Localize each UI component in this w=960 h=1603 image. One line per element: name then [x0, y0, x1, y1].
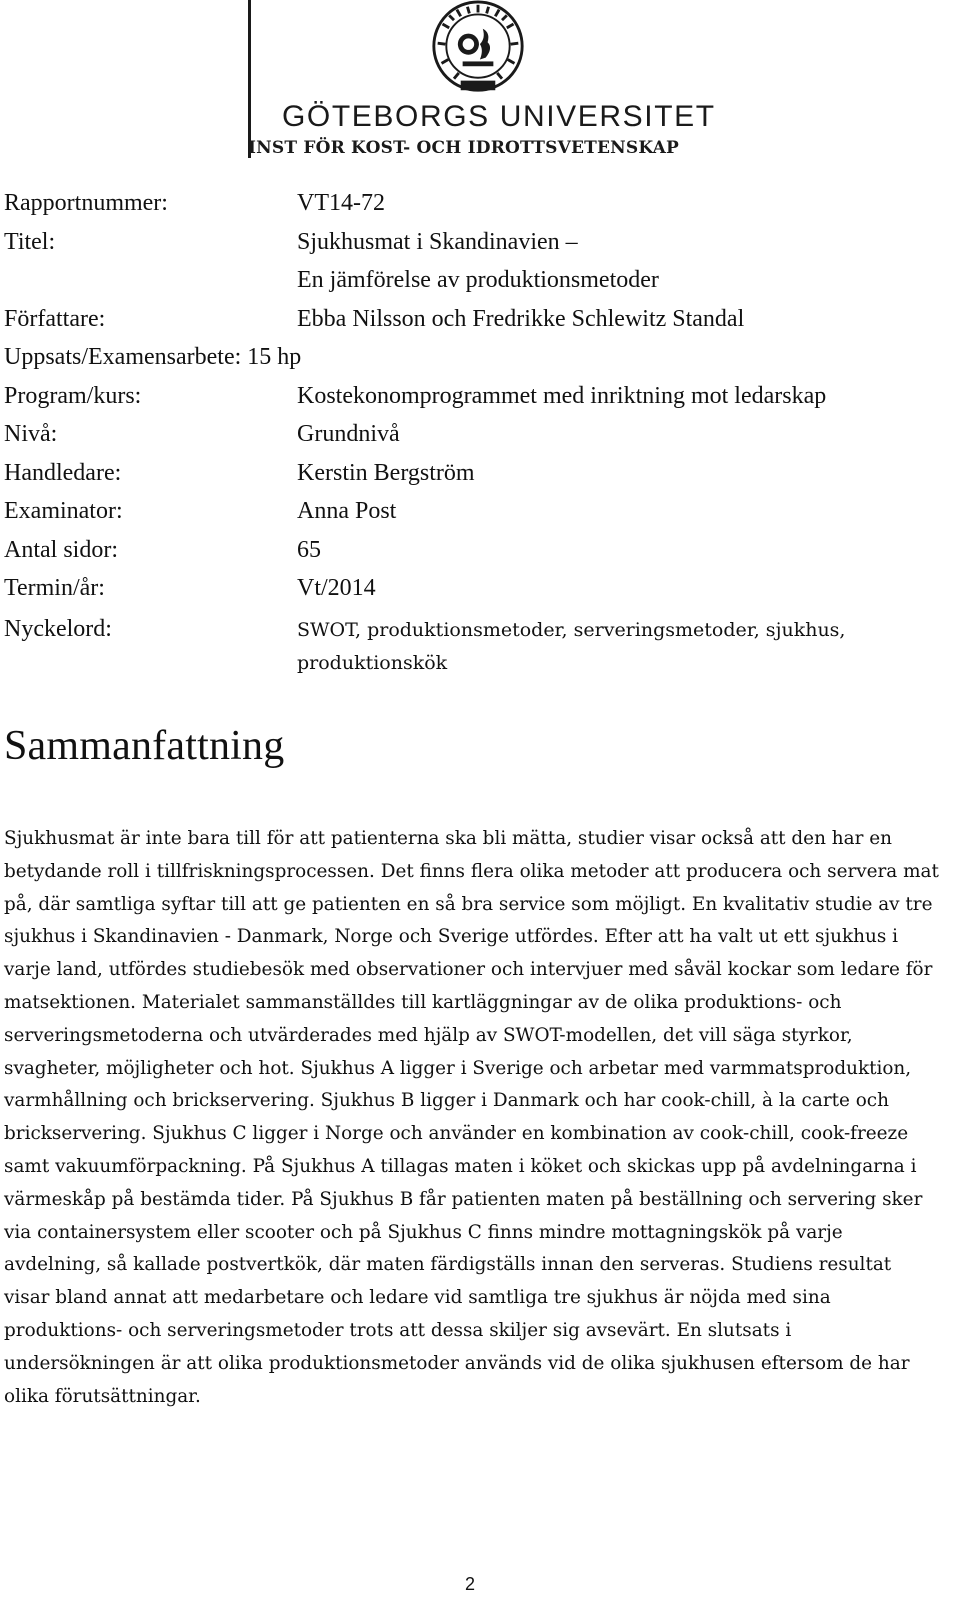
- meta-row-authors: [4, 300, 944, 339]
- title-line-2: En jämförelse av produktionsmetoder: [297, 267, 659, 293]
- meta-value: Kerstin Bergström: [297, 459, 475, 486]
- meta-label: Uppsats/Examensarbete:: [4, 344, 242, 370]
- meta-label: Examinator:: [4, 498, 123, 524]
- meta-value: Kostekonomprogrammet med inriktning mot ledarskap: [297, 382, 827, 409]
- logo-divider: [248, 0, 251, 158]
- meta-label: Rapportnummer:: [4, 190, 168, 216]
- meta-row-examiner: [4, 492, 944, 531]
- meta-row-term: [4, 569, 944, 608]
- meta-row-level: [4, 415, 944, 454]
- university-seal-icon: [430, 0, 526, 96]
- summary-heading: Sammanfattning: [4, 723, 285, 769]
- meta-label: Nivå:: [4, 421, 58, 447]
- meta-row-program: [4, 377, 944, 416]
- university-name: GÖTEBORGS UNIVERSITET: [282, 100, 716, 133]
- page-header: [0, 0, 960, 170]
- meta-row-keywords: [4, 610, 944, 680]
- meta-value: Ebba Nilsson och Fredrikke Schlewitz Standal: [297, 305, 745, 332]
- meta-label: Författare:: [4, 305, 106, 332]
- department-name: INST FÖR KOST- OCH IDROTTSVETENSKAP: [248, 138, 680, 158]
- meta-label: Nyckelord:: [4, 615, 112, 642]
- title-line-1: Sjukhusmat i Skandinavien –: [297, 228, 578, 255]
- meta-label: Titel:: [4, 228, 56, 255]
- meta-row-pages: [4, 531, 944, 570]
- meta-row-report-number: [4, 184, 944, 223]
- meta-value: 15 hp: [247, 344, 302, 370]
- meta-value: Grundnivå: [297, 421, 400, 447]
- meta-row-thesis: [4, 338, 944, 377]
- meta-label: Handledare:: [4, 459, 122, 486]
- meta-value: Anna Post: [297, 498, 397, 524]
- meta-value: VT14-72: [297, 190, 385, 216]
- summary-body: Sjukhusmat är inte bara till för att patienterna ska bli mätta, studier visar också att den har en betydande roll i tillfriskningsprocessen. Det finns flera olika metoder att producera och servera mat på, där samtliga syftar till att ge patienten en så bra service som möjligt. En kvalitativ studie av tre sjukhus i Skandinavien - Danmark, Norge och Sverige utfördes. Efter att ha valt ut ett sjukhus i varje land, utfördes studiebesök med observationer och intervjuer med såväl kockar som ledare för matsektionen. Materialet sammanställdes till kartläggningar av de olika produktions- och serveringsmetoderna och utvärderades med hjälp av SWOT-modellen, det vill säga styrkor, svagheter, möjligheter och hot. Sjukhus A ligger i Sverige och arbetar med varmmatsproduktion, varmhållning och brickservering. Sjukhus B ligger i Danmark och har cook-chill, à la carte och brickservering. Sjukhus C ligger i Norge och använder en kombination av cook-chill, cook-freeze samt vakuumförpackning. På Sjukhus A tillagas maten i köket och skickas upp på avdelningarna i värmeskåp på bestämda tider. På Sjukhus B får patienten maten på beställning och servering sker via containersystem eller scooter och på Sjukhus C finns mindre mottagningskök på varje avdelning, så kallade postvertkök, där maten färdigställs innan den serveras. Studiens resultat visar bland annat att medarbetare och ledare vid samtliga tre sjukhus är nöjda med sina produktions- och serveringsmetoder trots att dessa skiljer sig avsevärt. En slutsats i undersökningen är att olika produktionsmetoder används vid de olika sjukhusen eftersom de har olika förutsättningar.: [4, 828, 939, 1407]
- meta-row-title: [4, 223, 944, 300]
- meta-label: Antal sidor:: [4, 536, 118, 563]
- meta-value: [297, 223, 944, 300]
- meta-label: Program/kurs:: [4, 382, 142, 409]
- meta-value: Vt/2014: [297, 575, 376, 601]
- report-metadata: [4, 184, 944, 680]
- keywords-value: SWOT, produktionsmetoder, serveringsmetoder, sjukhus, produktionskök: [297, 618, 846, 674]
- meta-label: Termin/år:: [4, 575, 105, 601]
- page-number: 2: [464, 1574, 475, 1594]
- meta-value: 65: [297, 536, 321, 563]
- meta-row-supervisor: [4, 454, 944, 493]
